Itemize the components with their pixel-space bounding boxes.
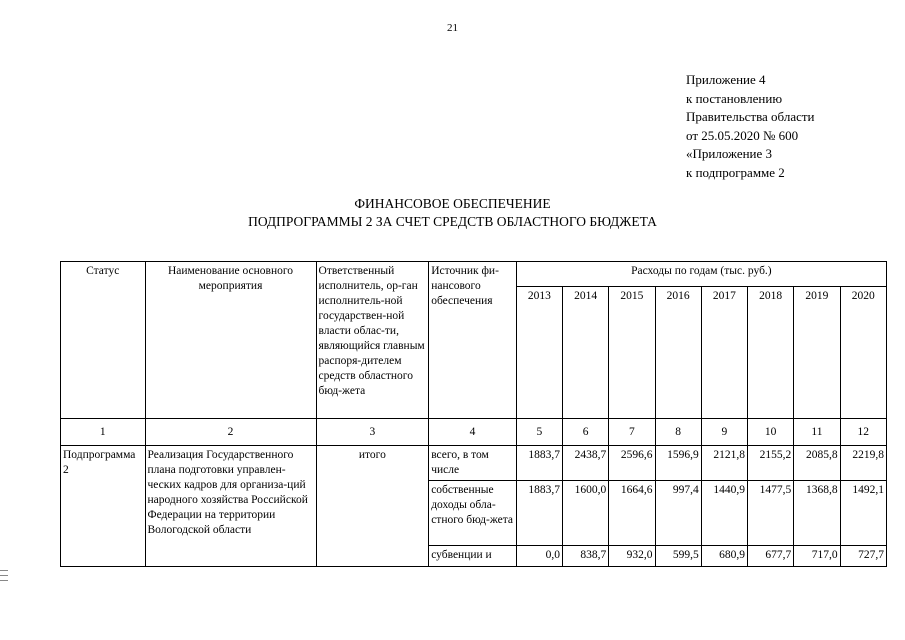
header-row: [61, 262, 887, 287]
title-line-1: ФИНАНСОВОЕ ОБЕСПЕЧЕНИЕ: [354, 196, 551, 211]
value-cell: 1440,9: [701, 481, 747, 546]
value-cell: 1600,0: [562, 481, 608, 546]
column-number: 8: [655, 419, 701, 446]
value-cell: 997,4: [655, 481, 701, 546]
year-cell: 2018: [748, 287, 794, 419]
scan-margin-mark: [0, 570, 8, 588]
value-cell: 2155,2: [748, 446, 794, 481]
value-cell: 1477,5: [748, 481, 794, 546]
column-number: 10: [748, 419, 794, 446]
year-cell: 2020: [840, 287, 886, 419]
value-cell: 1883,7: [516, 481, 562, 546]
header-executor: Ответственный исполнитель, ор-ган исполнитель-ной государствен-ной власти облас-ти, являющийся главным распоря-дителем средств областного бюд-жета: [316, 262, 429, 419]
value-cell: 932,0: [609, 546, 655, 567]
value-cell: 727,7: [840, 546, 886, 567]
appendix-line: к подпрограмме 2: [686, 164, 785, 180]
source-cell: субвенции и: [429, 546, 517, 567]
column-number: 7: [609, 419, 655, 446]
year-cell: 2013: [516, 287, 562, 419]
column-number: 5: [516, 419, 562, 446]
value-cell: 1492,1: [840, 481, 886, 546]
appendix-line: от 25.05.2020 № 600: [686, 127, 799, 143]
year-cell: 2017: [701, 287, 747, 419]
value-cell: 599,5: [655, 546, 701, 567]
value-cell: 717,0: [794, 546, 840, 567]
value-cell: 2121,8: [701, 446, 747, 481]
value-cell: 0,0: [516, 546, 562, 567]
page-number: 21: [447, 22, 458, 34]
appendix-line: «Приложение 3: [686, 146, 773, 161]
program-status: Подпрограмма 2: [61, 446, 146, 567]
program-executor: итого: [316, 446, 429, 567]
column-number: 2: [145, 419, 316, 446]
source-cell: собственные доходы обла-стного бюд-жета: [429, 481, 517, 546]
value-cell: 2438,7: [562, 446, 608, 481]
header-expenses: Расходы по годам (тыс. руб.): [516, 262, 886, 287]
column-number: 1: [61, 419, 146, 446]
value-cell: 680,9: [701, 546, 747, 567]
year-cell: 2015: [609, 287, 655, 419]
document-title: [0, 195, 905, 231]
column-number: 12: [840, 419, 886, 446]
value-cell: 2219,8: [840, 446, 886, 481]
value-cell: 677,7: [748, 546, 794, 567]
column-number: 6: [562, 419, 608, 446]
value-cell: 2596,6: [609, 446, 655, 481]
value-cell: 1596,9: [655, 446, 701, 481]
header-name: Наименование основного мероприятия: [145, 262, 316, 419]
value-cell: 2085,8: [794, 446, 840, 481]
column-number: 4: [429, 419, 517, 446]
year-cell: 2016: [655, 287, 701, 419]
financing-table: [60, 261, 887, 567]
value-cell: 1368,8: [794, 481, 840, 546]
column-number: 11: [794, 419, 840, 446]
column-number-row: [61, 419, 887, 446]
year-cell: 2014: [562, 287, 608, 419]
appendix-block: [686, 71, 815, 182]
year-cell: 2019: [794, 287, 840, 419]
title-line-2: ПОДПРОГРАММЫ 2 ЗА СЧЕТ СРЕДСТВ ОБЛАСТНОГО БЮДЖЕТА: [248, 214, 657, 229]
appendix-line: к постановлению: [686, 90, 783, 106]
header-source: Источник фи-нансового обеспечения: [429, 262, 517, 419]
source-cell: всего, в том числе: [429, 446, 517, 481]
column-number: 3: [316, 419, 429, 446]
appendix-line: Правительства области: [686, 109, 815, 124]
program-name: Реализация Государственного плана подготовки управлен-ческих кадров для организа-ций народного хозяйства Российской Федерации на территории Вологодской области: [145, 446, 316, 567]
header-status: Статус: [61, 262, 146, 419]
appendix-line: Приложение 4: [686, 72, 766, 87]
value-cell: 838,7: [562, 546, 608, 567]
column-number: 9: [701, 419, 747, 446]
table-row: [61, 446, 887, 481]
value-cell: 1664,6: [609, 481, 655, 546]
value-cell: 1883,7: [516, 446, 562, 481]
